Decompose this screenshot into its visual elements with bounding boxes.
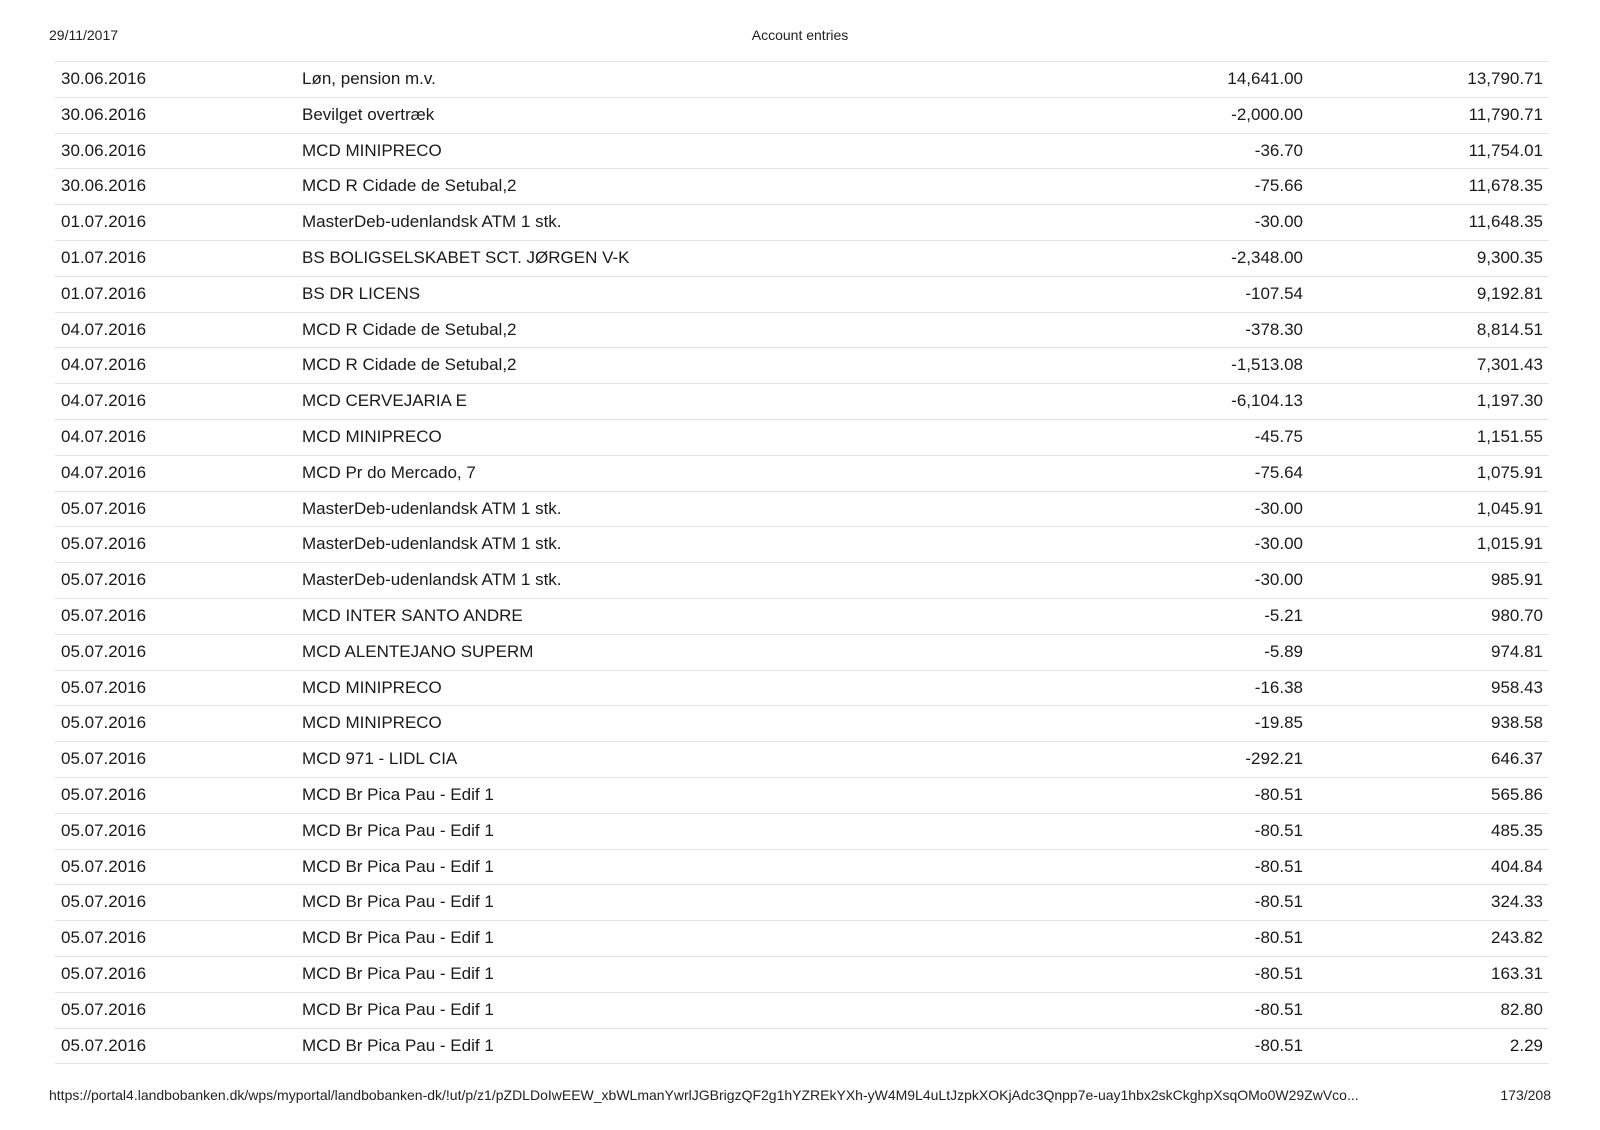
entry-date: 04.07.2016 [61, 426, 147, 446]
entry-text: MCD Br Pica Pau - Edif 1 [302, 928, 494, 948]
entry-date: 05.07.2016 [61, 963, 147, 983]
table-row [55, 169, 1549, 205]
entry-date: 05.07.2016 [61, 677, 147, 697]
entry-amount: -80.51 [1254, 784, 1303, 804]
entry-balance: 985.91 [1491, 570, 1543, 590]
entry-text: MCD MINIPRECO [302, 677, 442, 697]
entry-text: MasterDeb-udenlandsk ATM 1 stk. [302, 498, 562, 518]
entry-amount: -30.00 [1254, 498, 1303, 518]
entry-date: 04.07.2016 [61, 355, 147, 375]
entry-text: MCD Br Pica Pau - Edif 1 [302, 892, 494, 912]
table-row [55, 134, 1549, 170]
entry-amount: -1,513.08 [1231, 355, 1303, 375]
entry-amount: -30.00 [1254, 534, 1303, 554]
entry-balance: 1,045.91 [1476, 498, 1543, 518]
entry-text: MCD ALENTEJANO SUPERM [302, 641, 534, 661]
entry-text: MCD INTER SANTO ANDRE [302, 605, 523, 625]
entry-date: 05.07.2016 [61, 534, 147, 554]
table-row [55, 62, 1549, 98]
entry-text: MCD R Cidade de Setubal,2 [302, 176, 517, 196]
entry-amount: -75.66 [1254, 176, 1303, 196]
entry-text: MasterDeb-udenlandsk ATM 1 stk. [302, 212, 562, 232]
entry-balance: 163.31 [1491, 963, 1543, 983]
entry-date: 04.07.2016 [61, 462, 147, 482]
table-row [55, 671, 1549, 707]
entry-date: 30.06.2016 [61, 140, 147, 160]
entry-date: 05.07.2016 [61, 892, 147, 912]
entry-text: MCD Br Pica Pau - Edif 1 [302, 963, 494, 983]
entry-date: 01.07.2016 [61, 283, 147, 303]
table-row [55, 492, 1549, 528]
page-number: 173/208 [1500, 1087, 1551, 1103]
table-row [55, 420, 1549, 456]
entry-amount: -30.00 [1254, 570, 1303, 590]
table-row [55, 993, 1549, 1029]
page-url: https://portal4.landbobanken.dk/wps/myportal/landbobanken-dk/!ut/p/z1/pZDLDoIwEEW_xbWLmanYwrlJGBrigzQF2g1hYZREkYXh-yW4M9L4uLtJzpkXOKjAdc3Qnpp7e-uay1hbx2skCkghpXsqOMo0W29ZwVco... [49, 1087, 1359, 1103]
table-row [55, 706, 1549, 742]
entry-balance: 13,790.71 [1467, 69, 1543, 88]
entry-date: 04.07.2016 [61, 319, 147, 339]
entry-balance: 1,075.91 [1476, 462, 1543, 482]
entry-balance: 404.84 [1491, 856, 1543, 876]
entry-balance: 958.43 [1491, 677, 1543, 697]
entry-date: 30.06.2016 [61, 104, 147, 124]
table-row [55, 885, 1549, 921]
account-entries-table [55, 61, 1549, 1064]
entry-balance: 1,015.91 [1476, 534, 1543, 554]
entry-date: 01.07.2016 [61, 247, 147, 267]
entry-amount: -6,104.13 [1231, 391, 1303, 411]
entry-date: 05.07.2016 [61, 498, 147, 518]
entry-balance: 11,790.71 [1468, 104, 1543, 124]
table-row [55, 313, 1549, 349]
entry-text: Bevilget overtræk [302, 104, 435, 124]
entry-date: 05.07.2016 [61, 928, 147, 948]
entry-amount: -378.30 [1245, 319, 1303, 339]
entry-date: 05.07.2016 [61, 570, 147, 590]
table-row [55, 98, 1549, 134]
table-row [55, 277, 1549, 313]
entry-date: 01.07.2016 [61, 212, 147, 232]
entry-balance: 8,814.51 [1476, 319, 1543, 339]
entry-text: BS BOLIGSELSKABET SCT. JØRGEN V-K [302, 247, 630, 267]
entry-text: MCD MINIPRECO [302, 713, 442, 733]
entry-balance: 11,754.01 [1468, 140, 1543, 160]
entry-text: MasterDeb-udenlandsk ATM 1 stk. [302, 570, 562, 590]
entry-amount: -80.51 [1254, 856, 1303, 876]
entry-amount: -36.70 [1254, 140, 1303, 160]
entry-balance: 1,151.55 [1476, 426, 1543, 446]
entry-date: 05.07.2016 [61, 1035, 147, 1055]
entry-text: MCD MINIPRECO [302, 140, 442, 160]
entry-text: Løn, pension m.v. [302, 69, 436, 88]
entry-amount: -19.85 [1254, 713, 1303, 733]
entry-amount: -80.51 [1254, 963, 1303, 983]
entry-amount: -2,348.00 [1231, 247, 1303, 267]
entry-balance: 9,192.81 [1476, 283, 1543, 303]
table-row [55, 456, 1549, 492]
table-row [55, 850, 1549, 886]
entry-text: MCD Br Pica Pau - Edif 1 [302, 999, 494, 1019]
table-row [55, 384, 1549, 420]
table-row [55, 814, 1549, 850]
entry-balance: 9,300.35 [1476, 247, 1543, 267]
entry-text: MCD MINIPRECO [302, 426, 442, 446]
entry-date: 05.07.2016 [61, 749, 147, 769]
table-row [55, 563, 1549, 599]
print-header [49, 27, 1551, 47]
entry-amount: -5.21 [1264, 605, 1303, 625]
entry-text: MCD Pr do Mercado, 7 [302, 462, 476, 482]
entry-amount: -2,000.00 [1231, 104, 1303, 124]
table-row [55, 348, 1549, 384]
table-row [55, 241, 1549, 277]
entry-balance: 485.35 [1491, 820, 1543, 840]
entry-text: MCD 971 - LIDL CIA [302, 749, 458, 769]
entry-amount: -45.75 [1254, 426, 1303, 446]
table-row [55, 742, 1549, 778]
entry-text: MCD Br Pica Pau - Edif 1 [302, 1035, 494, 1055]
entry-text: MCD CERVEJARIA E [302, 391, 468, 411]
entry-balance: 980.70 [1491, 605, 1543, 625]
entry-amount: -80.51 [1254, 928, 1303, 948]
entry-balance: 646.37 [1491, 749, 1543, 769]
entry-text: MCD Br Pica Pau - Edif 1 [302, 784, 494, 804]
entry-amount: -80.51 [1254, 820, 1303, 840]
entry-balance: 974.81 [1491, 641, 1543, 661]
entry-amount: 14,641.00 [1227, 69, 1303, 88]
entry-text: BS DR LICENS [302, 283, 421, 303]
entry-date: 30.06.2016 [61, 176, 147, 196]
entry-balance: 7,301.43 [1476, 355, 1543, 375]
entry-amount: -292.21 [1245, 749, 1303, 769]
entry-balance: 1,197.30 [1476, 391, 1543, 411]
entry-amount: -16.38 [1254, 677, 1303, 697]
entry-amount: -80.51 [1254, 892, 1303, 912]
entry-amount: -107.54 [1245, 283, 1303, 303]
entry-amount: -30.00 [1254, 212, 1303, 232]
entry-date: 05.07.2016 [61, 999, 147, 1019]
table-row [55, 527, 1549, 563]
entry-amount: -80.51 [1254, 999, 1303, 1019]
page-title: Account entries [751, 27, 849, 43]
table-row [55, 957, 1549, 993]
entry-date: 05.07.2016 [61, 820, 147, 840]
entry-date: 05.07.2016 [61, 641, 147, 661]
entry-date: 04.07.2016 [61, 391, 147, 411]
entry-text: MCD Br Pica Pau - Edif 1 [302, 820, 494, 840]
print-date: 29/11/2017 [49, 27, 119, 43]
entry-date: 05.07.2016 [61, 856, 147, 876]
entry-date: 05.07.2016 [61, 605, 147, 625]
entry-text: MCD Br Pica Pau - Edif 1 [302, 856, 494, 876]
print-footer [49, 1087, 1551, 1107]
table-row [55, 635, 1549, 671]
table-row [55, 1029, 1549, 1065]
entry-balance: 11,678.35 [1468, 176, 1543, 196]
entry-date: 05.07.2016 [61, 713, 147, 733]
table-row [55, 205, 1549, 241]
entry-balance: 938.58 [1491, 713, 1543, 733]
entry-text: MasterDeb-udenlandsk ATM 1 stk. [302, 534, 562, 554]
entry-balance: 82.80 [1500, 999, 1543, 1019]
entry-text: MCD R Cidade de Setubal,2 [302, 355, 517, 375]
entry-text: MCD R Cidade de Setubal,2 [302, 319, 517, 339]
entry-amount: -80.51 [1254, 1035, 1303, 1055]
table-row [55, 778, 1549, 814]
entry-balance: 243.82 [1491, 928, 1543, 948]
entry-amount: -5.89 [1264, 641, 1303, 661]
table-row [55, 921, 1549, 957]
table-row [55, 599, 1549, 635]
entry-balance: 2.29 [1509, 1035, 1543, 1055]
entry-balance: 11,648.35 [1468, 212, 1543, 232]
entry-date: 30.06.2016 [61, 69, 147, 88]
entry-balance: 565.86 [1491, 784, 1543, 804]
entry-date: 05.07.2016 [61, 784, 147, 804]
entry-amount: -75.64 [1254, 462, 1303, 482]
entry-balance: 324.33 [1491, 892, 1543, 912]
